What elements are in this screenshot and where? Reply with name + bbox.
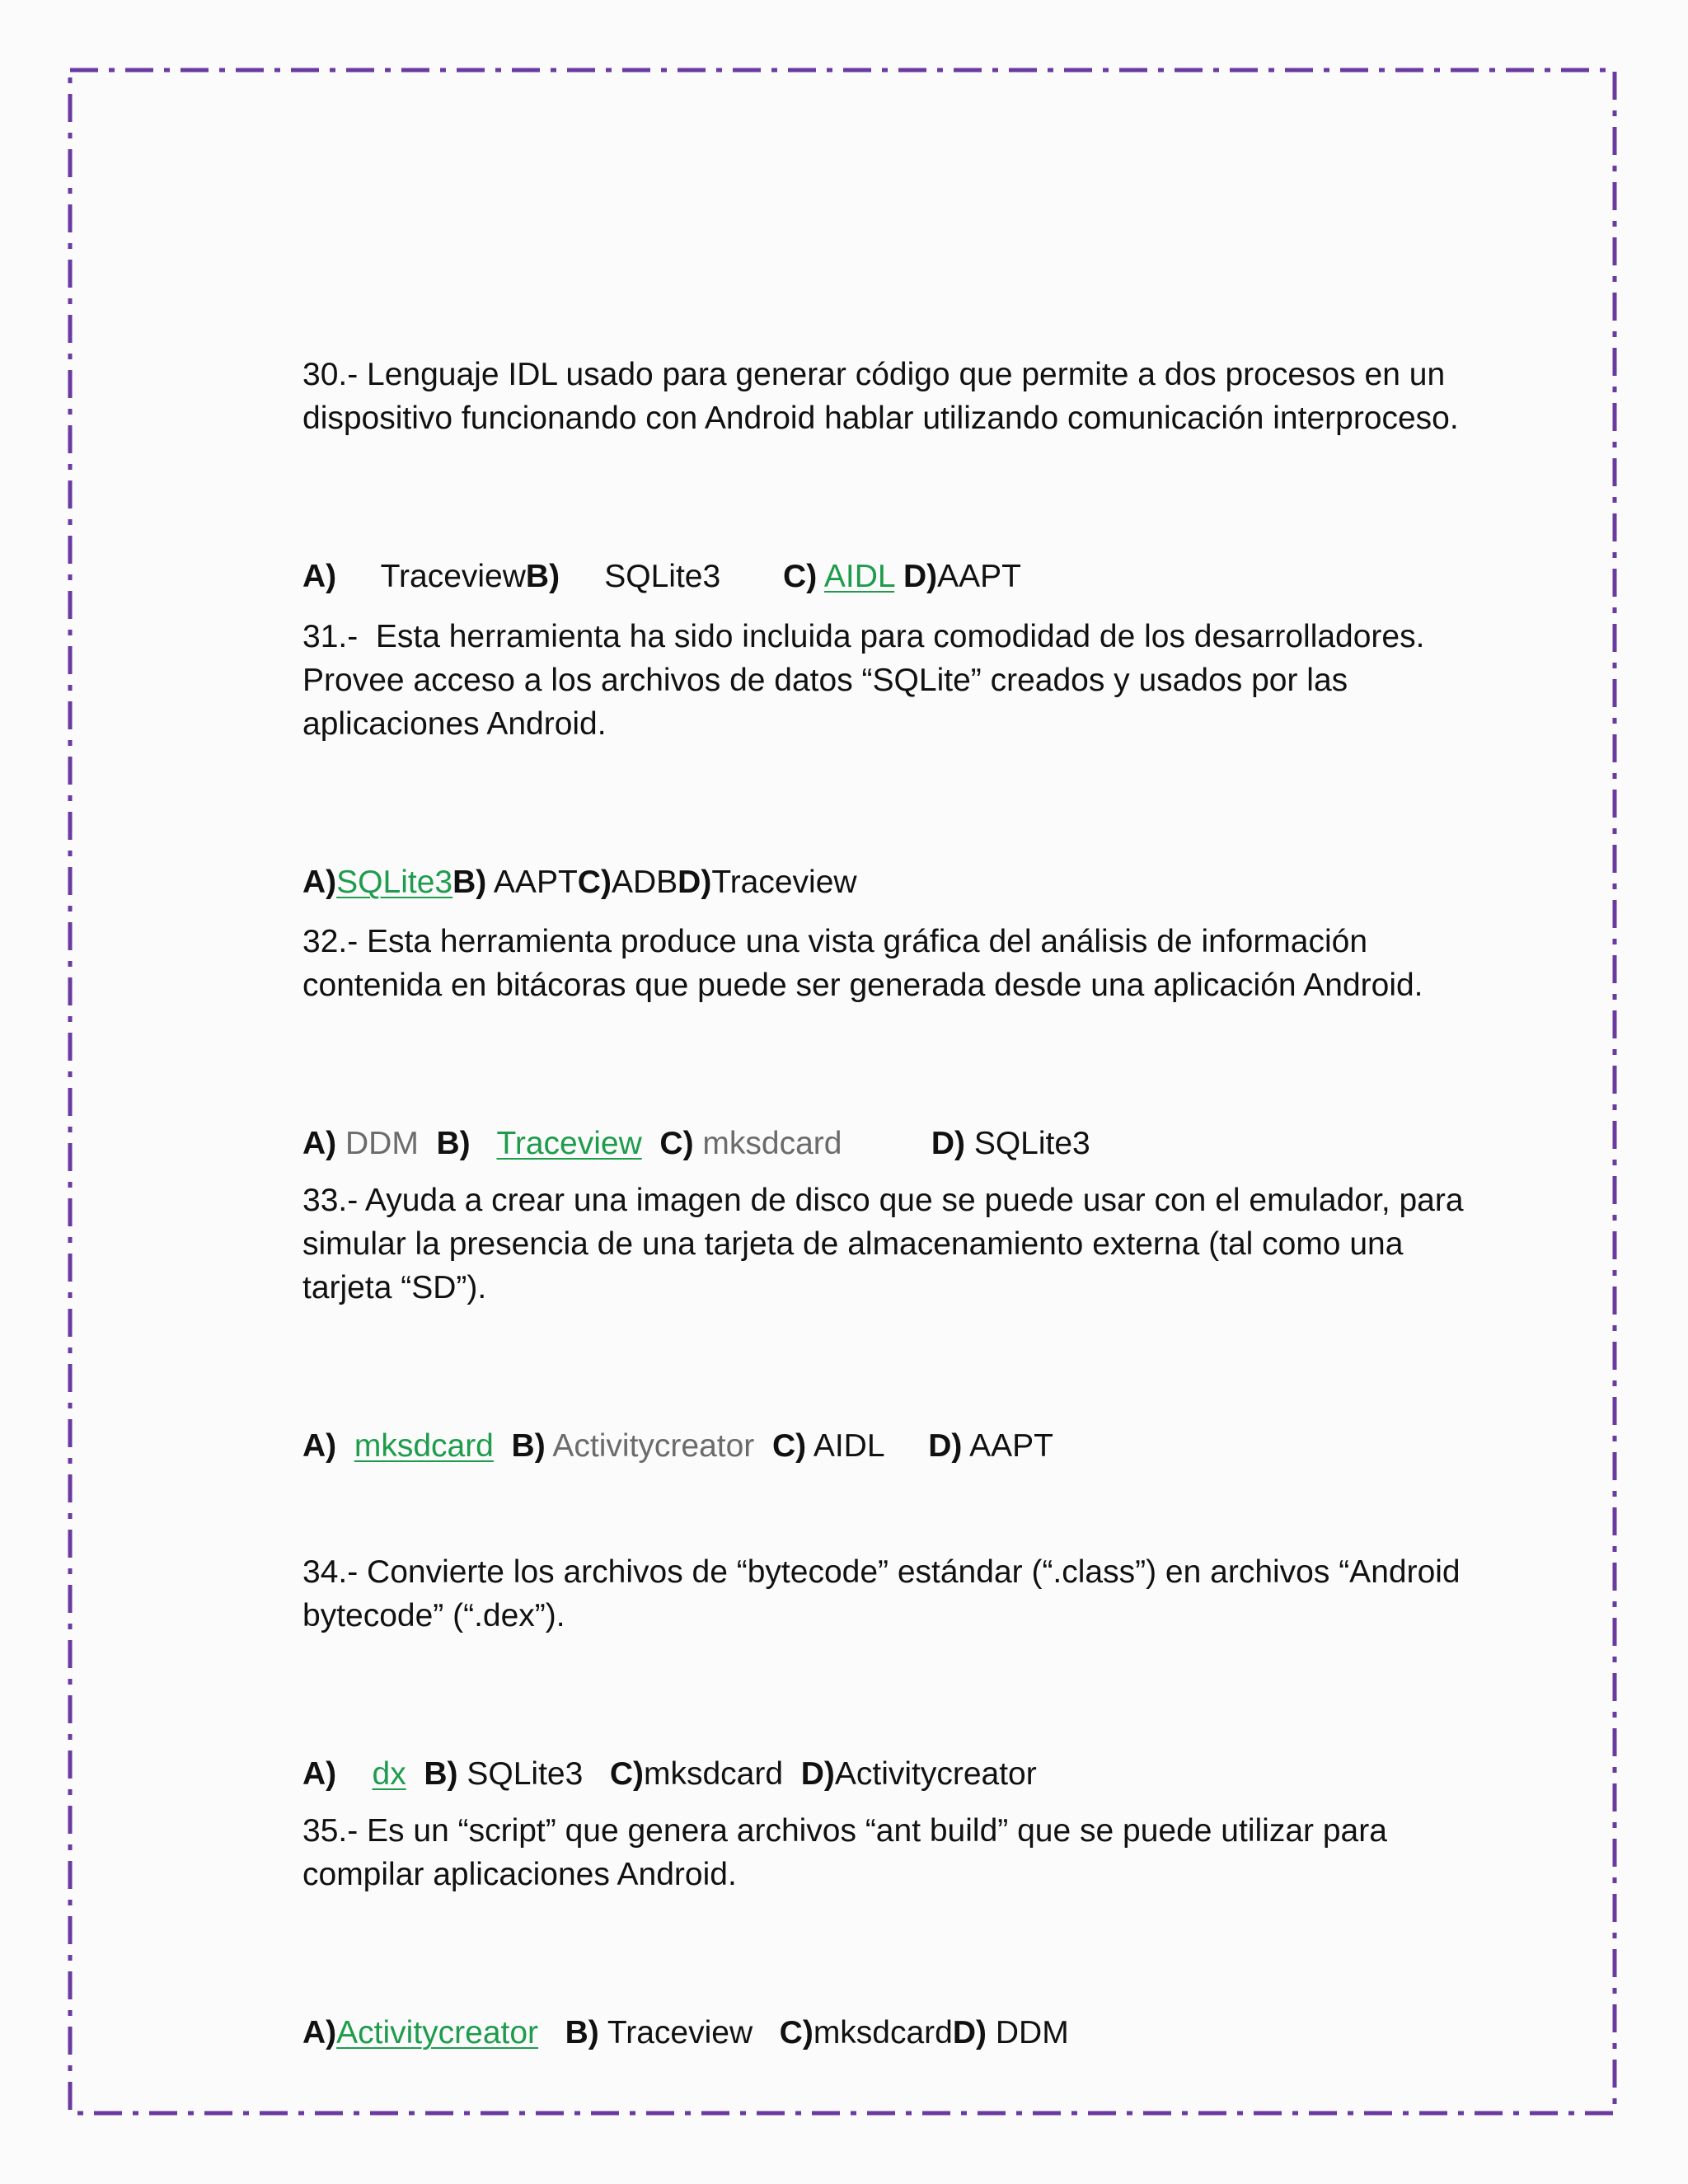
option-text: SQLite3: [973, 1126, 1090, 1161]
question-text: [302, 527, 1539, 833]
correct-answer: SQLite3: [336, 865, 453, 900]
option-letter: A): [302, 2015, 337, 2050]
option-text: SQLite3: [467, 1756, 584, 1792]
option-text: ADB: [611, 865, 678, 900]
question-line: 32.- Esta herramienta produce una vista gráfica del análisis de información: [302, 924, 1368, 959]
option-text: DDM: [345, 1126, 419, 1161]
option-letter: C): [779, 2015, 814, 2050]
option-text: AAPT: [969, 1428, 1053, 1464]
question-line: compilar aplicaciones Android.: [302, 1857, 737, 1892]
question-line: 35.- Es un “script” que genera archivos “ant build” que se puede utilizar para: [302, 1813, 1387, 1849]
question-text: [302, 1463, 1539, 1725]
question-line: bytecode” (“.dex”).: [302, 1598, 565, 1633]
option-text: AAPT: [493, 865, 578, 900]
option-text: Traceview: [380, 559, 526, 594]
question-line: simular la presencia de una tarjeta de almacenamiento externa (tal como una: [302, 1226, 1404, 1262]
question-35: [302, 1722, 1539, 2055]
question-line: dispositivo funcionando con Android hablar utilizando comunicación interproceso.: [302, 401, 1459, 436]
answer-options: [302, 1424, 1539, 1468]
option-letter: B): [436, 1126, 471, 1161]
option-letter: A): [302, 1428, 337, 1464]
option-letter: C): [659, 1126, 694, 1161]
option-letter: D): [903, 559, 938, 594]
option-gap: [336, 1428, 354, 1464]
option-text: Traceview: [607, 2015, 753, 2050]
question-line: 33.- Ayuda a crear una imagen de disco que se puede usar con el emulador, para: [302, 1183, 1464, 1218]
option-text: Activitycreator: [552, 1428, 755, 1464]
option-letter: A): [302, 865, 337, 900]
option-text: mksdcard: [643, 1756, 784, 1792]
question-text: [302, 1091, 1539, 1397]
option-letter: B): [511, 1428, 546, 1464]
correct-answer: dx: [372, 1756, 406, 1792]
option-letter: A): [302, 559, 337, 594]
option-gap: [599, 2015, 607, 2050]
option-text: Traceview: [711, 865, 857, 900]
option-gap: [806, 1428, 814, 1464]
correct-answer: Activitycreator: [336, 2015, 539, 2050]
option-text: DDM: [995, 2015, 1069, 2050]
option-letter: D): [800, 1756, 835, 1792]
option-text: AIDL: [813, 1428, 884, 1464]
option-letter: C): [783, 559, 818, 594]
option-letter: D): [678, 865, 712, 900]
option-text: mksdcard: [702, 1126, 842, 1161]
correct-answer: mksdcard: [354, 1428, 494, 1464]
question-line: 31.- Esta herramienta ha sido incluida para comodidad de los desarrolladores.: [302, 619, 1425, 654]
question-line: tarjeta “SD”).: [302, 1270, 487, 1305]
answer-options: [302, 2011, 1539, 2055]
correct-answer: Traceview: [496, 1126, 642, 1161]
question-line: Provee acceso a los archivos de datos “SQLite” creados y usados por las: [302, 663, 1348, 698]
option-letter: A): [302, 1756, 337, 1792]
option-gap: [987, 2015, 996, 2050]
question-line: 30.- Lenguaje IDL usado para generar código que permite a dos procesos en un: [302, 357, 1446, 392]
question-text: [302, 832, 1539, 1094]
question-line: contenida en bitácoras que puede ser generada desde una aplicación Android.: [302, 968, 1423, 1003]
question-text: [302, 1722, 1539, 1984]
option-letter: A): [302, 1126, 337, 1161]
question-line: 34.- Convierte los archivos de “bytecode” estándar (“.class”) en archivos “Android: [302, 1554, 1461, 1590]
option-text: mksdcard: [813, 2015, 953, 2050]
option-letter: D): [928, 1428, 963, 1464]
option-letter: C): [577, 865, 612, 900]
option-letter: C): [609, 1756, 644, 1792]
option-letter: D): [931, 1126, 965, 1161]
option-text: Activitycreator: [834, 1756, 1037, 1792]
question-33: [302, 1091, 1539, 1468]
option-letter: B): [565, 2015, 599, 2050]
option-gap: [962, 1428, 969, 1464]
question-text: [302, 265, 1539, 527]
option-letter: B): [525, 559, 560, 594]
option-text: AAPT: [937, 559, 1022, 594]
dashed-page-border: [68, 68, 1617, 2116]
option-letter: B): [452, 865, 487, 900]
option-text: SQLite3: [604, 559, 721, 594]
option-letter: D): [952, 2015, 987, 2050]
option-letter: B): [424, 1756, 458, 1792]
option-letter: C): [771, 1428, 807, 1464]
question-line: aplicaciones Android.: [302, 706, 607, 742]
correct-answer: AIDL: [823, 559, 895, 594]
